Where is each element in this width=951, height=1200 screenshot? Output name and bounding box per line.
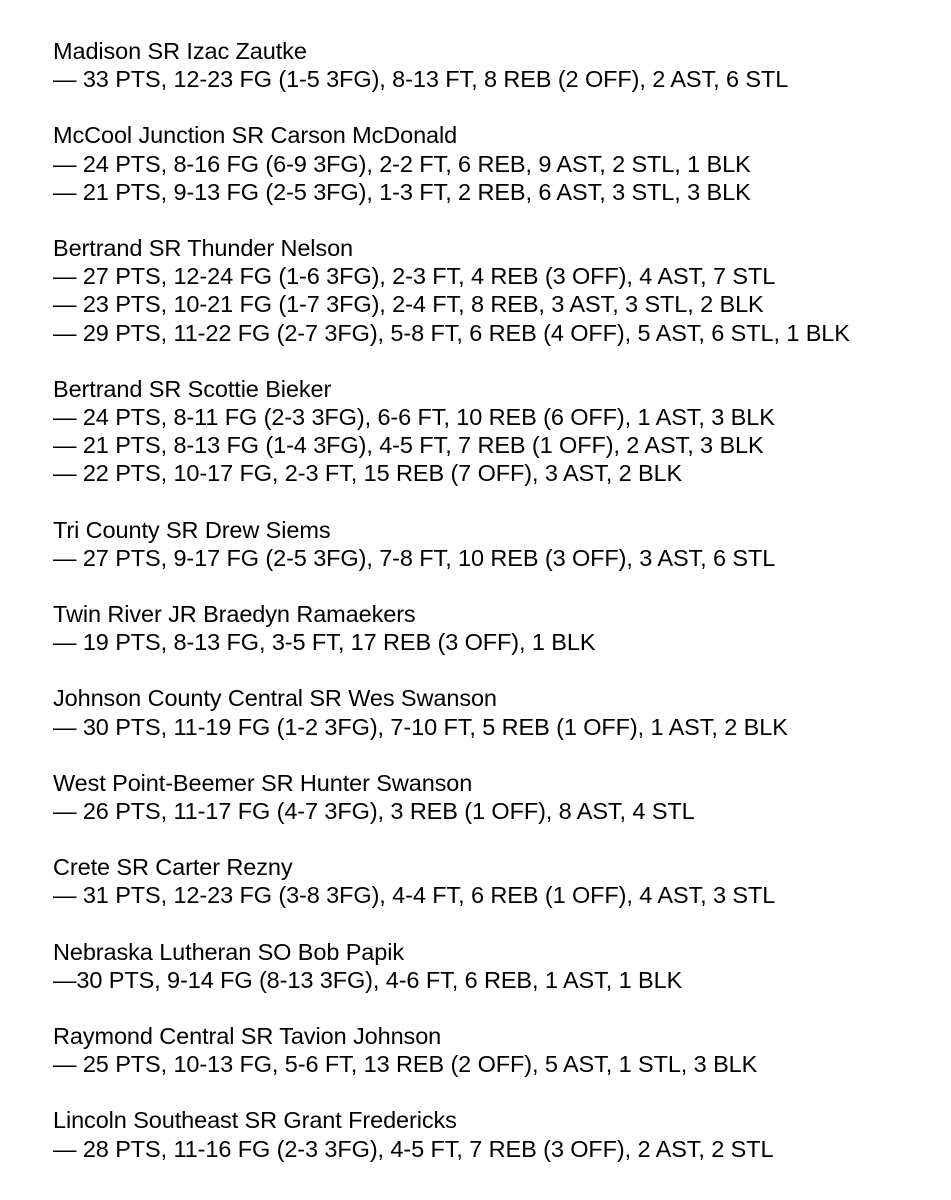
player-name: Nebraska Lutheran SO Bob Papik	[53, 938, 405, 965]
stat-line: — 21 PTS, 8-13 FG (1-4 3FG), 4-5 FT, 7 REB (1 OFF), 2 AST, 3 BLK	[53, 432, 764, 459]
stat-line: — 24 PTS, 8-11 FG (2-3 3FG), 6-6 FT, 10 REB (6 OFF), 1 AST, 3 BLK	[53, 404, 775, 431]
player-block	[53, 938, 951, 994]
stat-line: — 22 PTS, 10-17 FG, 2-3 FT, 15 REB (7 OFF), 3 AST, 2 BLK	[53, 460, 683, 487]
stat-line: — 30 PTS, 11-19 FG (1-2 3FG), 7-10 FT, 5 REB (1 OFF), 1 AST, 2 BLK	[53, 713, 788, 740]
player-block	[53, 37, 951, 93]
player-name: West Point-Beemer SR Hunter Swanson	[53, 769, 473, 796]
player-name: Twin River JR Braedyn Ramaekers	[53, 601, 416, 628]
player-name: Lincoln Southeast SR Grant Fredericks	[53, 1107, 457, 1134]
player-name: Crete SR Carter Rezny	[53, 854, 293, 881]
player-name: Tri County SR Drew Siems	[53, 516, 331, 543]
player-block	[53, 121, 951, 206]
player-block	[53, 1022, 951, 1078]
player-name: Madison SR Izac Zautke	[53, 38, 307, 64]
stat-line: —30 PTS, 9-14 FG (8-13 3FG), 4-6 FT, 6 REB, 1 AST, 1 BLK	[53, 966, 683, 993]
player-block	[53, 600, 951, 656]
stat-line: — 24 PTS, 8-16 FG (6-9 3FG), 2-2 FT, 6 REB, 9 AST, 2 STL, 1 BLK	[53, 150, 751, 177]
player-block	[53, 684, 951, 740]
stat-line: — 21 PTS, 9-13 FG (2-5 3FG), 1-3 FT, 2 REB, 6 AST, 3 STL, 3 BLK	[53, 178, 751, 205]
stat-line: — 27 PTS, 12-24 FG (1-6 3FG), 2-3 FT, 4 REB (3 OFF), 4 AST, 7 STL	[53, 263, 776, 290]
stat-line: — 29 PTS, 11-22 FG (2-7 3FG), 5-8 FT, 6 REB (4 OFF), 5 AST, 6 STL, 1 BLK	[53, 319, 850, 346]
player-block	[53, 234, 951, 347]
player-name: Bertrand SR Thunder Nelson	[53, 235, 354, 262]
stat-line: — 28 PTS, 11-16 FG (2-3 3FG), 4-5 FT, 7 REB (3 OFF), 2 AST, 2 STL	[53, 1135, 774, 1162]
stat-line: — 33 PTS, 12-23 FG (1-5 3FG), 8-13 FT, 8 REB (2 OFF), 2 AST, 6 STL	[53, 66, 789, 93]
stat-line: — 23 PTS, 10-21 FG (1-7 3FG), 2-4 FT, 8 REB, 3 AST, 3 STL, 2 BLK	[53, 291, 764, 318]
player-name: Bertrand SR Scottie Bieker	[53, 375, 332, 402]
stat-line: — 27 PTS, 9-17 FG (2-5 3FG), 7-8 FT, 10 REB (3 OFF), 3 AST, 6 STL	[53, 544, 776, 571]
player-block	[53, 853, 951, 909]
player-block	[53, 1106, 951, 1162]
player-block	[53, 516, 951, 572]
stat-line: — 31 PTS, 12-23 FG (3-8 3FG), 4-4 FT, 6 REB (1 OFF), 4 AST, 3 STL	[53, 882, 776, 909]
player-block	[53, 769, 951, 825]
player-name: Johnson County Central SR Wes Swanson	[53, 685, 497, 712]
stat-line: — 19 PTS, 8-13 FG, 3-5 FT, 17 REB (3 OFF), 1 BLK	[53, 629, 596, 656]
player-name: McCool Junction SR Carson McDonald	[53, 122, 458, 149]
player-name: Raymond Central SR Tavion Johnson	[53, 1023, 442, 1050]
stat-line: — 25 PTS, 10-13 FG, 5-6 FT, 13 REB (2 OFF), 5 AST, 1 STL, 3 BLK	[53, 1051, 758, 1078]
stat-line: — 26 PTS, 11-17 FG (4-7 3FG), 3 REB (1 OFF), 8 AST, 4 STL	[53, 798, 695, 825]
player-block	[53, 375, 951, 488]
